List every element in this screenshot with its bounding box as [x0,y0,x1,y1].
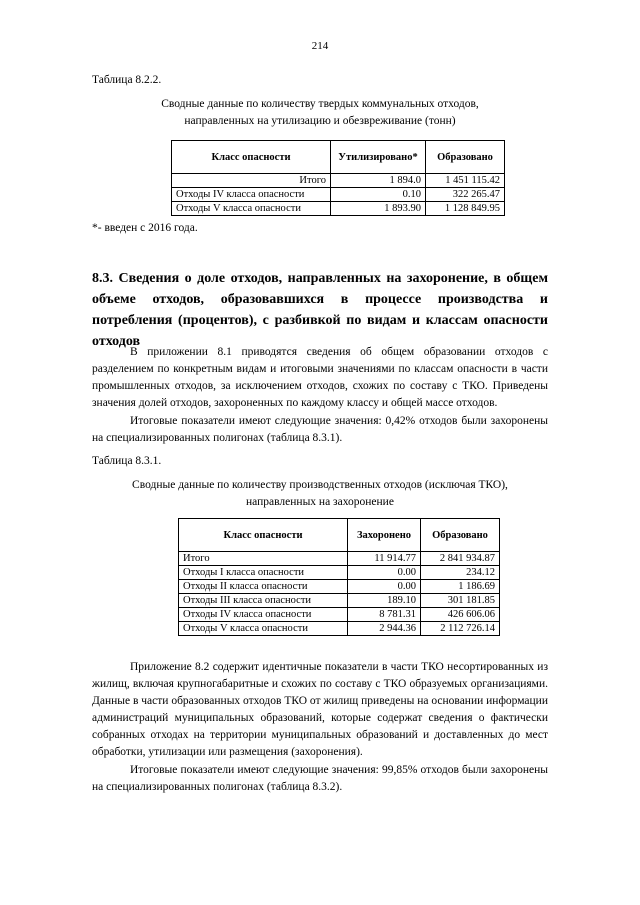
cell-value: 426 606.06 [421,608,500,622]
cell-value: 301 181.85 [421,594,500,608]
column-header: Утилизировано* [331,141,426,174]
column-header: Класс опасности [172,141,331,174]
table-header-row [179,519,500,552]
row-label: Отходы V класса опасности [172,202,331,216]
cell-value: 1 893.90 [331,202,426,216]
cell-value: 1 451 115.42 [426,174,505,188]
table-caption [92,477,548,511]
page-number: 214 [311,40,329,52]
cell-value: 0.00 [348,580,421,594]
cell-value: 0.00 [348,566,421,580]
row-label: Отходы IV класса опасности [179,608,348,622]
row-label: Итого [172,174,331,188]
column-header: Захоронено [348,519,421,552]
table-caption-line: Сводные данные по количеству производственных отходов (исключая ТКО), [132,479,508,491]
table-row [179,622,500,636]
cell-value: 1 894.0 [331,174,426,188]
row-label: Итого [179,552,348,566]
row-label: Отходы II класса опасности [179,580,348,594]
table-label: Таблица 8.2.2. [92,74,162,86]
cell-value: 189.10 [348,594,421,608]
row-label: Отходы I класса опасности [179,566,348,580]
cell-value: 322 265.47 [426,188,505,202]
column-header: Образовано [421,519,500,552]
table-row [172,174,505,188]
cell-value: 234.12 [421,566,500,580]
cell-value: 1 186.69 [421,580,500,594]
waste-utilization-table [171,140,505,216]
body-paragraph: Итоговые показатели имеют следующие значения: 99,85% отходов были захоронены на специализированных полигонах (таблица 8.3.2). [92,764,548,793]
cell-value: 2 112 726.14 [421,622,500,636]
row-label: Отходы III класса опасности [179,594,348,608]
table-caption-line: Сводные данные по количеству твердых коммунальных отходов, [161,98,479,110]
cell-value: 11 914.77 [348,552,421,566]
cell-value: 8 781.31 [348,608,421,622]
waste-disposal-table [178,518,500,636]
table-header-row [172,141,505,174]
table-row [179,608,500,622]
table-row [179,594,500,608]
table-label: Таблица 8.3.1. [92,455,162,467]
body-paragraph: Приложение 8.2 содержит идентичные показатели в части ТКО несортированных из жилищ, включая крупногабаритные и схожих по составу с ТКО образуемых организациями. Данные в части образованных отходов ТКО от жилищ приведены на основании информации администраций муниципальных образований, которые содержат сведения о фактически собранных отходах на территории муниципальных образований и доставленных до мест обработки, утилизации или размещения (захоронения). [92,661,548,758]
cell-value: 2 841 934.87 [421,552,500,566]
body-paragraph: Итоговые показатели имеют следующие значения: 0,42% отходов были захоронены на специализированных полигонах (таблица 8.3.1). [92,415,548,444]
cell-value: 2 944.36 [348,622,421,636]
section-heading: 8.3. Сведения о доле отходов, направленных на захоронение, в общем объеме отходов, образовавшихся в процессе производства и потребления (процентов), с разбивкой по видам и классам опасности отходов [92,271,548,349]
body-paragraph: В приложении 8.1 приводятся сведения об общем образовании отходов с разделением по конкретным видам и итоговыми значениями по классам опасности в части промышленных отходов, за исключением отходов, схожих по составу с ТКО. Приведены значения долей отходов, захороненных по каждому классу и общей массе отходов. [92,346,548,409]
table-row [172,202,505,216]
cell-value: 1 128 849.95 [426,202,505,216]
table-row [179,552,500,566]
table-row [172,188,505,202]
row-label: Отходы IV класса опасности [172,188,331,202]
column-header: Образовано [426,141,505,174]
table-caption [92,96,548,130]
cell-value: 0.10 [331,188,426,202]
column-header: Класс опасности [179,519,348,552]
table-caption-line: направленных на захоронение [246,496,394,508]
table-footnote: *- введен с 2016 года. [92,222,198,234]
table-caption-line: направленных на утилизацию и обезвреживание (тонн) [184,115,456,127]
table-row [179,580,500,594]
table-row [179,566,500,580]
row-label: Отходы V класса опасности [179,622,348,636]
